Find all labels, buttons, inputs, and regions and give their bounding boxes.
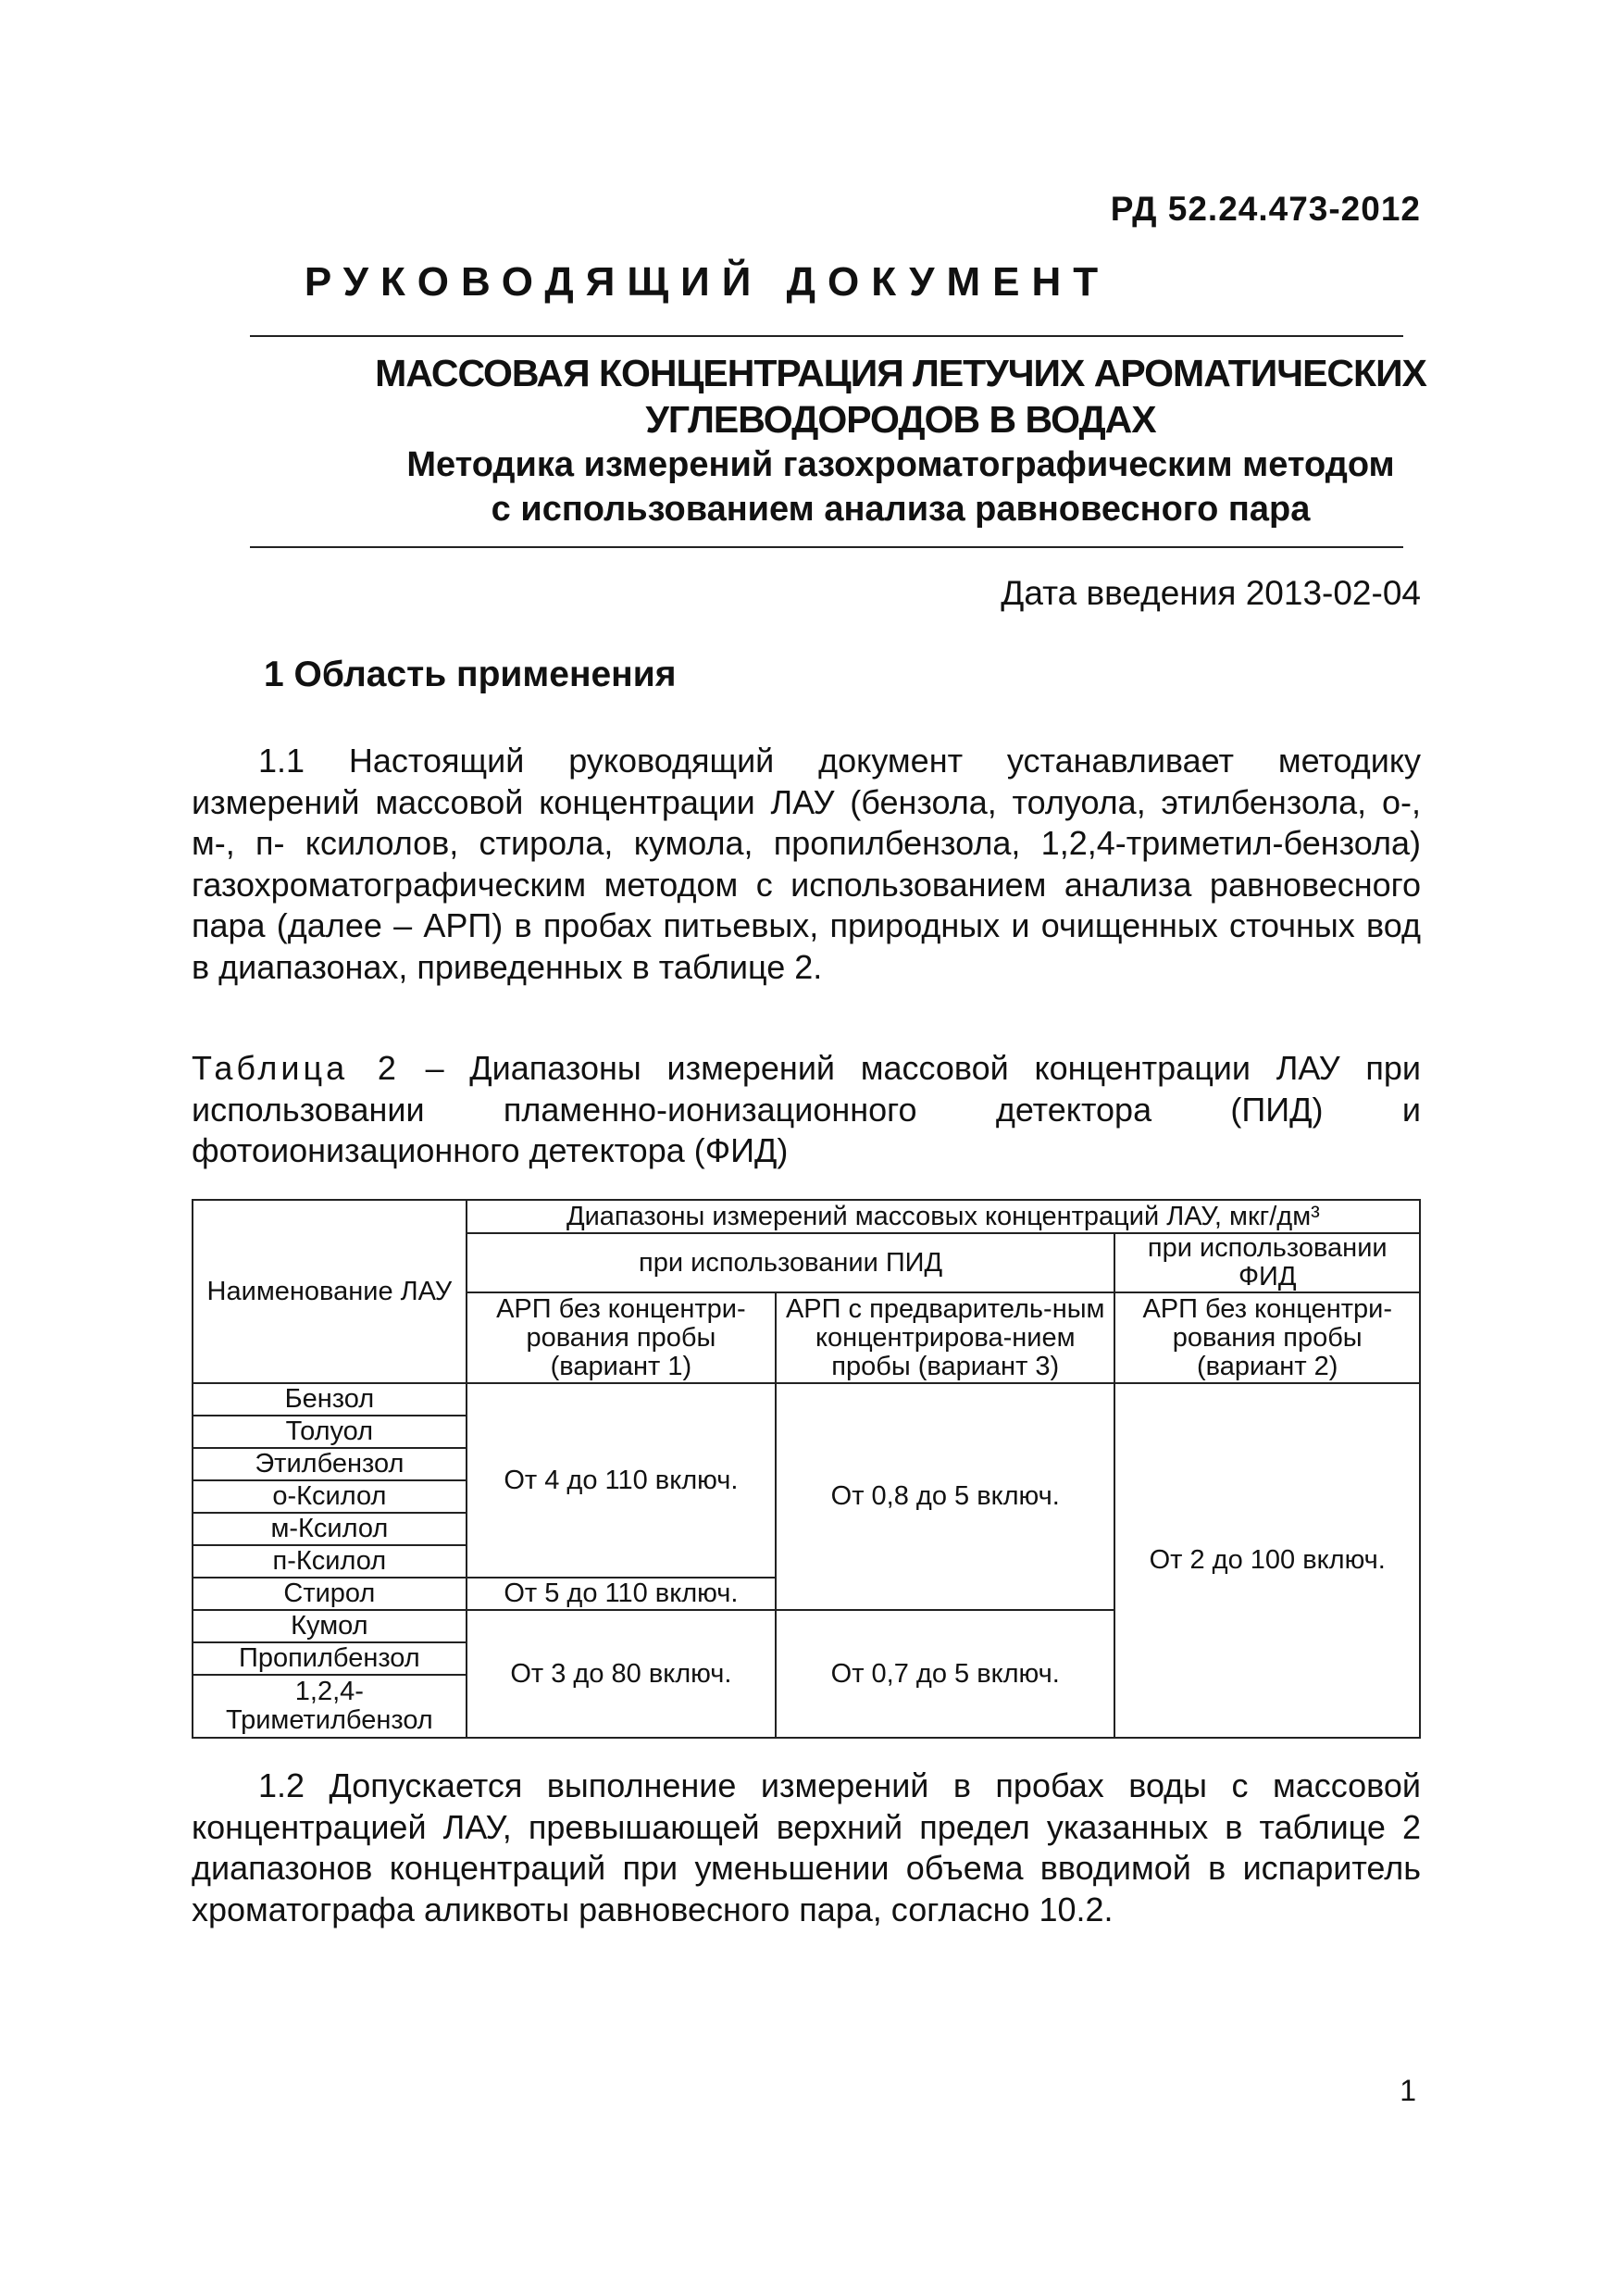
range-cell: От 4 до 110 включ. (467, 1383, 776, 1578)
introduction-date: Дата введения 2013-02-04 (1001, 574, 1421, 612)
title-line-2: УГЛЕВОДОРОДОВ В ВОДАХ (645, 398, 1156, 441)
table-caption-label: Таблица 2 (192, 1049, 400, 1087)
row-name: Стирол (193, 1578, 467, 1610)
row-name: Толуол (193, 1416, 467, 1448)
row-name: п-Ксилол (193, 1545, 467, 1578)
range-cell: От 2 до 100 включ. (1114, 1383, 1420, 1738)
row-name: м-Ксилол (193, 1513, 467, 1545)
document-code: РД 52.24.473-2012 (1110, 190, 1421, 228)
row-name: Этилбензол (193, 1448, 467, 1480)
range-cell: От 5 до 110 включ. (467, 1578, 776, 1610)
row-name: о-Ксилол (193, 1480, 467, 1513)
paragraph-1-1-text: 1.1 Настоящий руководящий документ устанавливает методику измерений массовой концентрации ЛАУ (бензола, толуола, этилбензола, о-, м-, п- ксилолов, стирола, кумола, пропилбензола, 1,2,4-триметил-бензола) газохроматографическим методом с использованием анализа равновесного пара (далее – АРП) в пробах питьевых, природных и очищенных сточных вод в диапазонах, приведенных в таблице 2. (192, 742, 1421, 986)
document-subtitle (185, 443, 1616, 531)
row-name: Кумол (193, 1610, 467, 1642)
subtitle-line-1: Методика измерений газохроматографическим методом (406, 445, 1395, 484)
row-name: Пропилбензол (193, 1642, 467, 1675)
row-name: Бензол (193, 1383, 467, 1416)
subtitle-line-2: с использованием анализа равновесного пара (491, 490, 1311, 529)
range-cell: От 0,8 до 5 включ. (776, 1383, 1114, 1610)
table-caption-text: – Диапазоны измерений массовой концентрации ЛАУ при использовании пламенно-ионизационного детектора (ПИД) и фотоионизационного детектора (ФИД) (192, 1049, 1421, 1169)
col-header-variant-3: АРП с предваритель-ным концентрирова-нием пробы (вариант 3) (776, 1292, 1114, 1383)
paragraph-1-1 (192, 741, 1421, 988)
col-header-pid: при использовании ПИД (467, 1233, 1115, 1292)
ranges-table (192, 1199, 1421, 1739)
divider-bottom (250, 546, 1403, 548)
paragraph-1-2 (192, 1766, 1421, 1930)
paragraph-1-2-text: 1.2 Допускается выполнение измерений в пробах воды с массовой концентрацией ЛАУ, превышающей верхний предел указанных в таблице 2 диапазонов концентраций при уменьшении объема вводимой в испаритель хроматографа аликвоты равновесного пара, согласно 10.2. (192, 1766, 1421, 1928)
document-kind: РУКОВОДЯЩИЙ ДОКУМЕНТ (304, 259, 1111, 305)
range-cell: От 0,7 до 5 включ. (776, 1610, 1114, 1738)
col-header-variant-1: АРП без концентри-рования пробы (вариант 1) (467, 1292, 776, 1383)
col-header-name: Наименование ЛАУ (193, 1200, 467, 1383)
table-caption (192, 1048, 1421, 1172)
page-number: 1 (1400, 2074, 1416, 2107)
section-heading: 1 Область применения (264, 655, 677, 694)
range-cell: От 3 до 80 включ. (467, 1610, 776, 1738)
title-line-1: МАССОВАЯ КОНЦЕНТРАЦИЯ ЛЕТУЧИХ АРОМАТИЧЕСКИХ (375, 352, 1426, 394)
col-header-variant-2: АРП без концентри-рования пробы (вариант 2) (1114, 1292, 1420, 1383)
col-header-fid: при использовании ФИД (1114, 1233, 1420, 1292)
row-name: 1,2,4-Триметилбензол (193, 1675, 467, 1738)
document-title (185, 350, 1616, 443)
divider-top (250, 335, 1403, 337)
col-header-group: Диапазоны измерений массовых концентраций ЛАУ, мкг/дм³ (467, 1200, 1420, 1233)
